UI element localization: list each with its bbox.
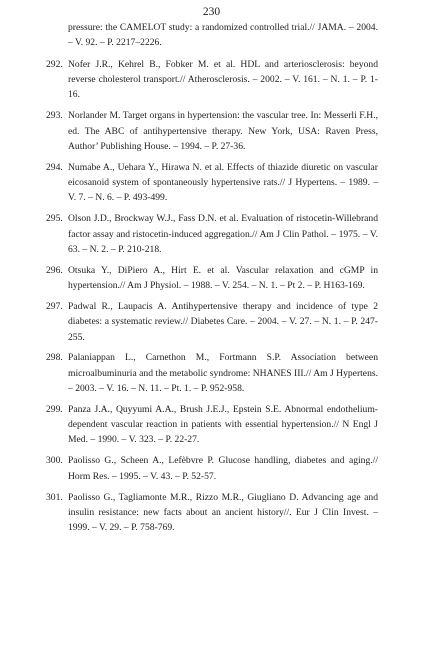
reference-item xyxy=(48,350,378,396)
reference-list xyxy=(48,20,378,541)
reference-text: Padwal R., Laupacis A. Antihypertensive therapy and incidence of type 2 diabetes: a systematic review.// Diabetes Care. – 2004. – V. 27. – N. 1. – P. 247-255. xyxy=(68,300,378,343)
reference-text: Otsuka Y., DiPiero A., Hirt E. et al. Vascular relaxation and cGMP in hypertension.// Am J Physiol. – 1988. – V. 254. – N. 1. – Pt 2. – P. H163-169. xyxy=(68,264,378,292)
reference-text: Paolisso G., Tagliamonte M.R., Rizzo M.R., Giugliano D. Advancing age and insulin resistance: new facts about an ancient history//. Eur J Clin Invest. – 1999. – V. 29. – P. 758-769. xyxy=(68,491,378,534)
reference-item xyxy=(48,160,378,206)
reference-text: Nofer J.R., Kehrel B., Fobker M. et al. HDL and arteriosclerosis: beyond reverse cholesterol transport.// Atherosclerosis. – 2002. – V. 161. – N. 1. – P. 1-16. xyxy=(68,58,378,101)
reference-item xyxy=(48,108,378,154)
reference-item xyxy=(48,453,378,484)
reference-item xyxy=(48,490,378,536)
reference-text: Olson J.D., Brockway W.J., Fass D.N. et al. Evaluation of ristocetin-Willebrand factor assay and ristocetin-induced aggregation.// Am J Clin Pathol. – 1975. – V. 63. – N. 2. – P. 210-218. xyxy=(68,213,378,255)
reference-number: 294. xyxy=(46,161,63,173)
reference-item xyxy=(48,211,378,257)
reference-number: 292. xyxy=(46,58,63,70)
page-number: 230 xyxy=(202,6,221,18)
reference-text: pressure: the CAMELOT study: a randomized controlled trial.// JAMA. – 2004. – V. 92. – P. 2217–2226. xyxy=(68,22,378,49)
reference-number: 295. xyxy=(46,213,63,225)
reference-number: 301. xyxy=(46,491,63,503)
reference-item xyxy=(48,263,378,294)
reference-number: 298. xyxy=(46,352,63,364)
reference-text: Numabe A., Uehara Y., Hirawa N. et al. Effects of thiazide diuretic on vascular eicosanoid system of spontaneously hypertensive rats.// J Hypertens. – 1989. – V. 7. – N. 6. – P. 493-499. xyxy=(68,161,378,204)
reference-number: 296. xyxy=(46,264,63,276)
reference-item xyxy=(48,299,378,345)
reference-text: Panza J.A., Quyyumi A.A., Brush J.E.J., Epstein S.E. Abnormal endothelium-dependent vascular reaction in patients with essential hypertension.// N Engl J Med. – 1990. – V. 323. – P. 22-27. xyxy=(68,403,378,446)
reference-number: 293. xyxy=(46,110,63,122)
reference-number: 299. xyxy=(46,403,63,415)
reference-text: Paolisso G., Scheen A., Lefèbvre P. Glucose handling, diabetes and aging.// Horm Res. – 1995. – V. 43. – P. 52-57. xyxy=(68,455,378,482)
reference-text: Norlander M. Target organs in hypertension: the vascular tree. In: Messerli F.H., ed. The ABC of antihypertensive therapy. New York, USA: Raven Press, Author’ Publishing House. – 1994. – P. 27-36. xyxy=(68,110,378,152)
reference-text: Palaniappan L., Carnethon M., Fortmann S.P. Association between microalbuminuria and the metabolic syndrome: NHANES III.// Am J Hypertens. – 2003. – V. 16. – N. 11. – Pt. 1. – P. 952-958. xyxy=(68,352,378,394)
reference-item xyxy=(48,57,378,103)
reference-item xyxy=(48,402,378,448)
reference-number: 300. xyxy=(46,455,63,467)
reference-number: 297. xyxy=(46,300,63,312)
reference-item xyxy=(48,20,378,51)
